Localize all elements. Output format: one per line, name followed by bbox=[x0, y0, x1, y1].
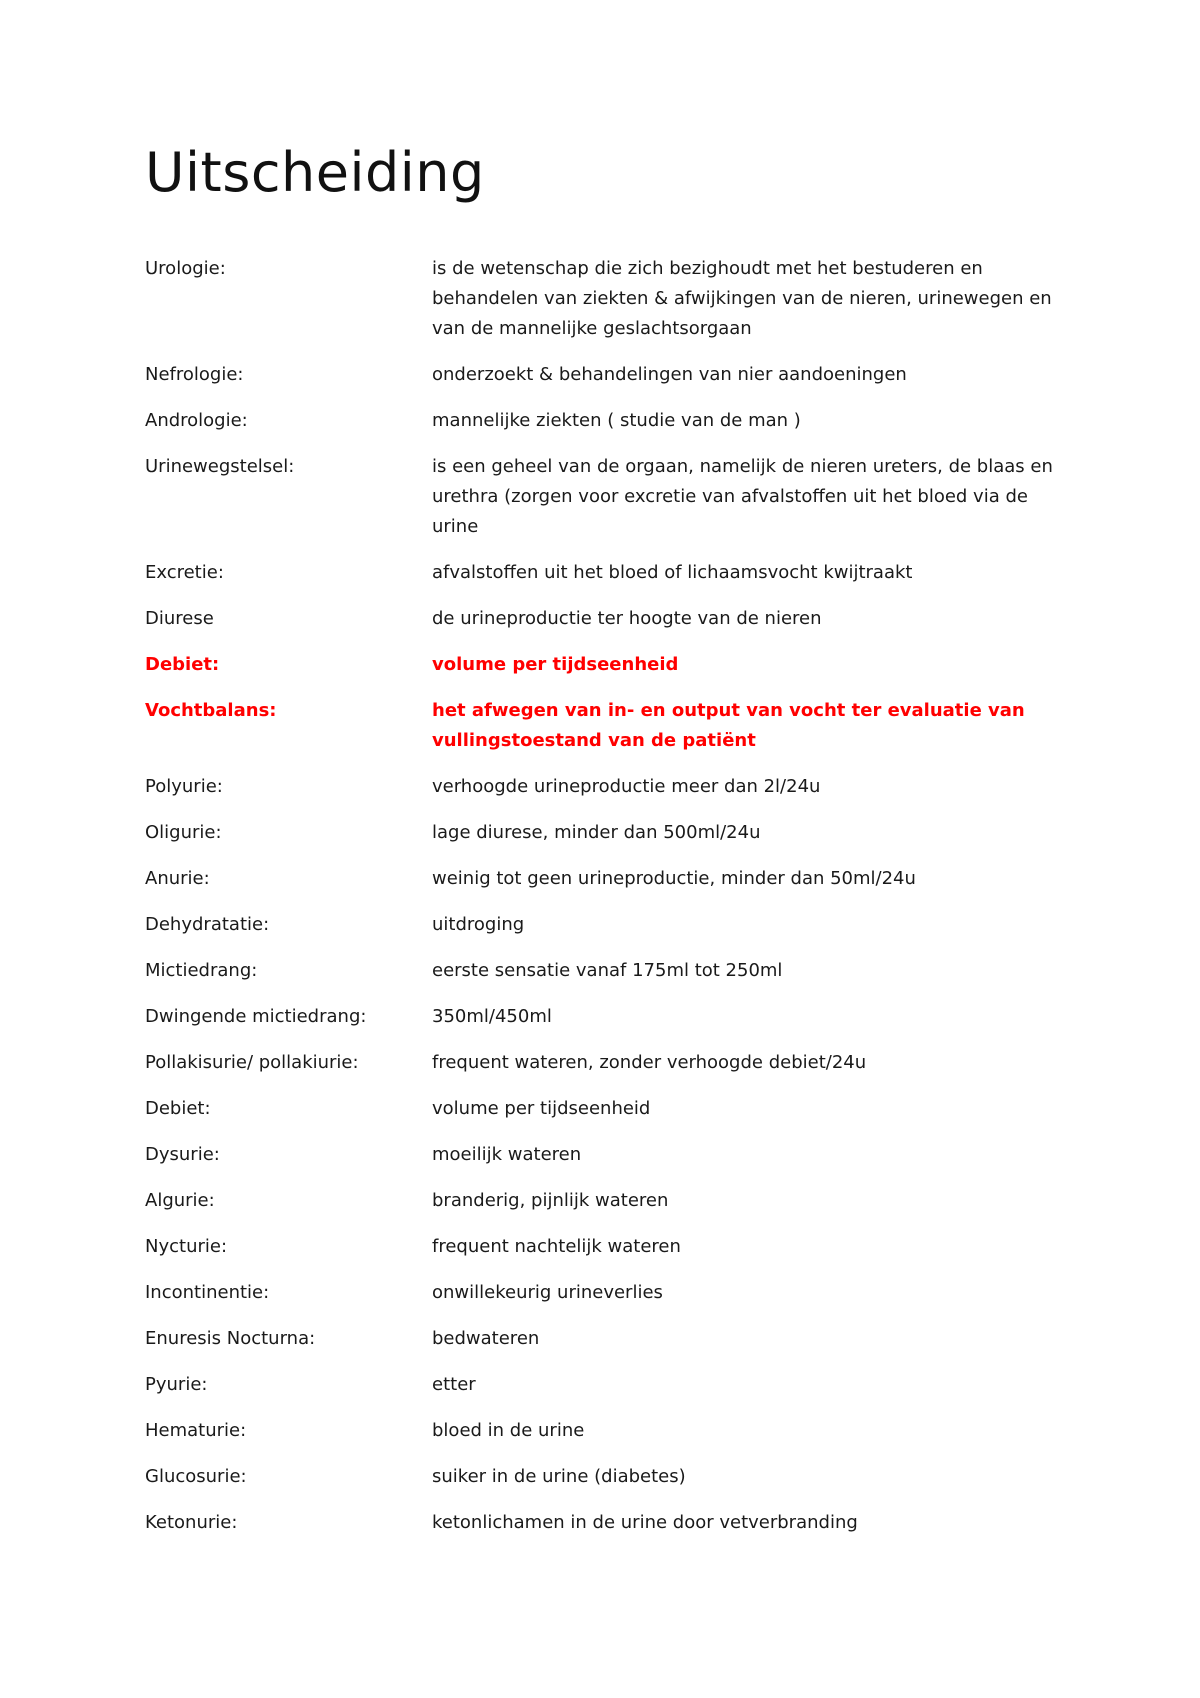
glossary-term: Debiet: bbox=[145, 1098, 211, 1119]
glossary-definition: frequent nachtelijk wateren bbox=[432, 1236, 681, 1257]
glossary-term: Ketonurie: bbox=[145, 1512, 238, 1533]
glossary-entry bbox=[145, 772, 1075, 802]
glossary-entry bbox=[145, 254, 1075, 344]
glossary-definition: is een geheel van de orgaan, namelijk de nieren ureters, de blaas en urethra (zorgen voor excretie van afvalstoffen uit het bloed via de urine bbox=[432, 456, 1053, 537]
glossary-entry bbox=[145, 696, 1075, 756]
glossary-definition: uitdroging bbox=[432, 914, 525, 935]
glossary-term: Oligurie: bbox=[145, 822, 222, 843]
glossary-entry bbox=[145, 1324, 1075, 1354]
glossary-entry bbox=[145, 604, 1075, 634]
glossary-entry bbox=[145, 406, 1075, 436]
glossary-definition: het afwegen van in- en output van vocht ter evaluatie van vullingstoestand van de patiënt bbox=[432, 700, 1025, 751]
glossary-term: Anurie: bbox=[145, 868, 210, 889]
glossary-term: Dwingende mictiedrang: bbox=[145, 1006, 367, 1027]
glossary-definition: ketonlichamen in de urine door vetverbranding bbox=[432, 1512, 858, 1533]
glossary-entry bbox=[145, 1140, 1075, 1170]
glossary-term: Dehydratatie: bbox=[145, 914, 270, 935]
glossary-definition: volume per tijdseenheid bbox=[432, 654, 679, 675]
glossary-entry bbox=[145, 1508, 1075, 1538]
glossary-definition: bloed in de urine bbox=[432, 1420, 585, 1441]
glossary-entry bbox=[145, 650, 1075, 680]
glossary-term: Urinewegstelsel: bbox=[145, 456, 295, 477]
glossary-definition: branderig, pijnlijk wateren bbox=[432, 1190, 669, 1211]
glossary-term: Glucosurie: bbox=[145, 1466, 247, 1487]
glossary-definition: suiker in de urine (diabetes) bbox=[432, 1466, 686, 1487]
glossary-definition: moeilijk wateren bbox=[432, 1144, 582, 1165]
glossary-entry bbox=[145, 1232, 1075, 1262]
glossary-entry bbox=[145, 1278, 1075, 1308]
glossary-term: Andrologie: bbox=[145, 410, 248, 431]
glossary-entry bbox=[145, 360, 1075, 390]
glossary-entry bbox=[145, 864, 1075, 894]
glossary-entry bbox=[145, 1002, 1075, 1032]
glossary-entry bbox=[145, 910, 1075, 940]
glossary-definition: 350ml/450ml bbox=[432, 1006, 552, 1027]
glossary-definition: weinig tot geen urineproductie, minder dan 50ml/24u bbox=[432, 868, 916, 889]
glossary-entry bbox=[145, 1048, 1075, 1078]
glossary-term: Nefrologie: bbox=[145, 364, 244, 385]
glossary-entry bbox=[145, 452, 1075, 542]
glossary-definition: is de wetenschap die zich bezighoudt met het bestuderen en behandelen van ziekten & afwijkingen van de nieren, urinewegen en van de mannelijke geslachtsorgaan bbox=[432, 258, 1052, 339]
glossary-entry bbox=[145, 956, 1075, 986]
glossary-definition: etter bbox=[432, 1374, 476, 1395]
glossary-entry bbox=[145, 558, 1075, 588]
glossary-term: Mictiedrang: bbox=[145, 960, 258, 981]
glossary-definition: afvalstoffen uit het bloed of lichaamsvocht kwijtraakt bbox=[432, 562, 913, 583]
page-title: Uitscheiding bbox=[145, 141, 485, 204]
glossary-term: Urologie: bbox=[145, 258, 226, 279]
glossary-term: Nycturie: bbox=[145, 1236, 228, 1257]
glossary-definition: eerste sensatie vanaf 175ml tot 250ml bbox=[432, 960, 783, 981]
glossary-entry bbox=[145, 1462, 1075, 1492]
glossary-term: Diurese bbox=[145, 608, 214, 629]
glossary-term: Algurie: bbox=[145, 1190, 215, 1211]
glossary-definition: lage diurese, minder dan 500ml/24u bbox=[432, 822, 761, 843]
glossary-entry bbox=[145, 1416, 1075, 1446]
glossary-entry bbox=[145, 1094, 1075, 1124]
glossary-term: Enuresis Nocturna: bbox=[145, 1328, 316, 1349]
glossary-list bbox=[145, 254, 1075, 1554]
glossary-term: Debiet: bbox=[145, 654, 220, 675]
glossary-definition: verhoogde urineproductie meer dan 2l/24u bbox=[432, 776, 821, 797]
glossary-term: Pyurie: bbox=[145, 1374, 208, 1395]
glossary-term: Excretie: bbox=[145, 562, 224, 583]
glossary-term: Dysurie: bbox=[145, 1144, 220, 1165]
glossary-term: Pollakisurie/ pollakiurie: bbox=[145, 1052, 359, 1073]
glossary-definition: onderzoekt & behandelingen van nier aandoeningen bbox=[432, 364, 907, 385]
glossary-definition: bedwateren bbox=[432, 1328, 540, 1349]
glossary-definition: volume per tijdseenheid bbox=[432, 1098, 651, 1119]
glossary-definition: frequent wateren, zonder verhoogde debiet/24u bbox=[432, 1052, 867, 1073]
glossary-entry bbox=[145, 1186, 1075, 1216]
glossary-entry bbox=[145, 818, 1075, 848]
glossary-term: Vochtbalans: bbox=[145, 700, 277, 721]
glossary-definition: onwillekeurig urineverlies bbox=[432, 1282, 663, 1303]
glossary-term: Polyurie: bbox=[145, 776, 223, 797]
glossary-term: Incontinentie: bbox=[145, 1282, 270, 1303]
glossary-definition: de urineproductie ter hoogte van de nieren bbox=[432, 608, 822, 629]
glossary-entry bbox=[145, 1370, 1075, 1400]
glossary-definition: mannelijke ziekten ( studie van de man ) bbox=[432, 410, 801, 431]
glossary-term: Hematurie: bbox=[145, 1420, 247, 1441]
